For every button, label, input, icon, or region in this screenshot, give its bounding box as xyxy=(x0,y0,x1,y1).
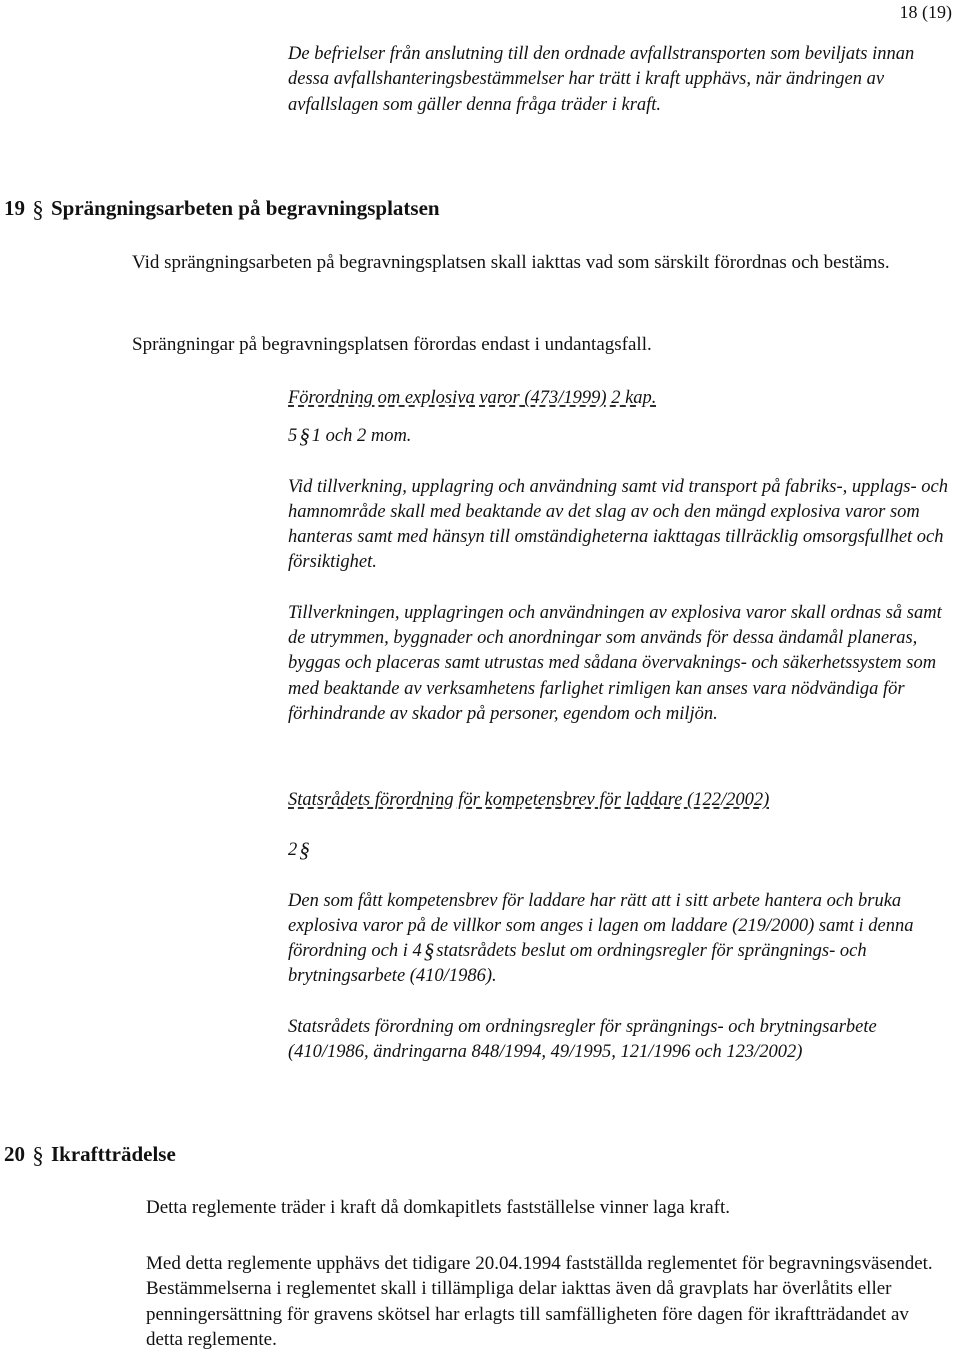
paragraph-symbol: § xyxy=(299,838,310,863)
intro-paragraph: De befrielser från anslutning till den ordnade avfallstransporten som beviljats innan dessa avfallshanteringsbestämmelser har trätt i kraft upphävs, när ändringen av avfallslagen som gäller denna fråga träder i kraft. xyxy=(288,44,915,115)
section-19-paragraph-2: Sprängningar på begravningsplatsen förordas endast i undantagsfall. xyxy=(132,334,652,355)
paragraph-symbol: § xyxy=(423,939,435,964)
reference-1 xyxy=(288,386,948,727)
paragraph-symbol: § xyxy=(32,197,44,222)
explosives-ordinance-link[interactable]: Förordning om explosiva varor (473/1999) 2 kap. xyxy=(288,388,657,408)
reference-2-paragraph: Den som fått kompetensbrev för laddare har rätt att i sitt arbete hantera och bruka explosiva varor på de villkor som anges i lagen om laddare (219/2000) samt i denna förordning och i 4§ statsrådets beslut om ordningsregler för sprängnings- och brytningsarbete (410/1986). xyxy=(288,890,914,987)
section-title: Sprängningsarbeten på begravningsplatsen xyxy=(51,196,440,220)
section-number: 19 xyxy=(4,196,25,220)
paragraph-symbol: § xyxy=(299,424,310,449)
section-19-heading xyxy=(4,196,440,221)
section-20-heading xyxy=(4,1142,176,1167)
section-20-paragraph-2: Med detta reglemente upphävs det tidigare 20.04.1994 fastställda reglementet för begravningsväsendet. Bestämmelserna i reglementet skall i tillämpliga delar iakttas även då gravplats har överlåtits eller penningersättning för gravens skötsel har erlagts till samfälligheten före dagen för ikraftträdandet av detta reglemente. xyxy=(146,1253,933,1350)
reference-2-final-paragraph: Statsrådets förordning om ordningsregler för sprängnings- och brytningsarbete (410/1986, ändringarna 848/1994, 49/1995, 121/1996 och 123/2002) xyxy=(288,1016,877,1063)
section-number: 20 xyxy=(4,1142,25,1166)
reference-1-subsection: 5§ 1 och 2 mom. xyxy=(288,424,412,449)
reference-2 xyxy=(288,788,948,1065)
reference-2-subsection: 2§ xyxy=(288,838,310,863)
section-20-paragraph-1: Detta reglemente träder i kraft då domkapitlets fastställelse vinner laga kraft. xyxy=(146,1197,731,1218)
page-number: 18 (19) xyxy=(899,2,952,22)
reference-1-paragraph-2: Tillverkningen, upplagringen och användningen av explosiva varor skall ordnas så samt de utrymmen, byggnader och anordningar som används för dessa ändamål planeras, byggas och placeras samt utrustas med sådana övervaknings- och säkerhetssystem som med beaktande av verksamhetens farlighet rimligen kan anses vara nödvändiga för förhindrande av skador på personer, egendom och miljön. xyxy=(288,602,942,724)
competence-ordinance-link[interactable]: Statsrådets förordning för kompetensbrev för laddare (122/2002) xyxy=(288,790,770,810)
section-19-paragraph-1: Vid sprängningsarbeten på begravningsplatsen skall iakttas vad som särskilt förordnas och bestäms. xyxy=(132,252,890,273)
paragraph-symbol: § xyxy=(32,1143,44,1168)
reference-1-paragraph-1: Vid tillverkning, upplagring och användning samt vid transport på fabriks-, upplags- och hamnområde skall med beaktande av det slag av och den mängd explosiva varor som hanteras samt med hänsyn till omständigheterna iakttagas tillräcklig omsorgsfullhet och försiktighet. xyxy=(288,476,948,573)
section-title: Ikraftträdelse xyxy=(51,1142,176,1166)
